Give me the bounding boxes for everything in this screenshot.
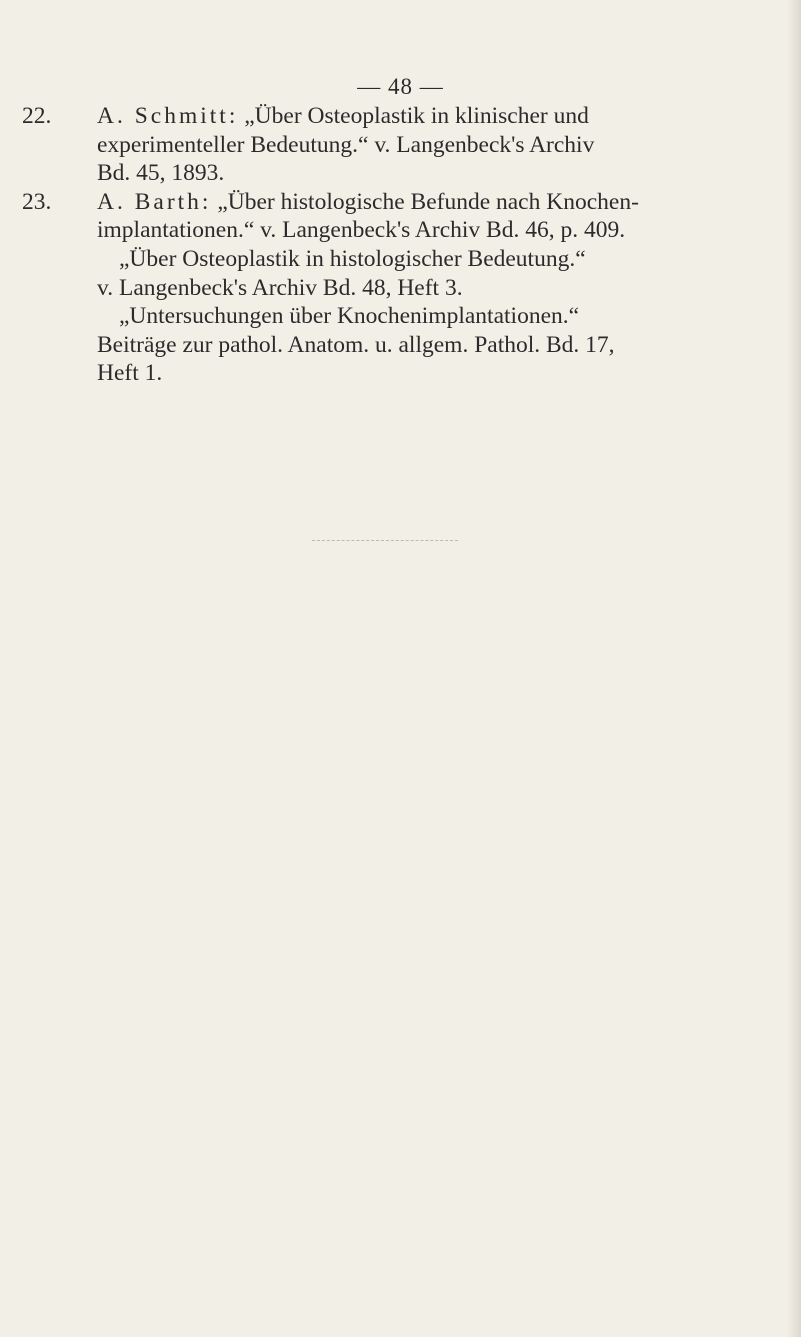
reference-line: [97, 102, 782, 131]
reference-line: v. Langenbeck's Archiv Bd. 48, Heft 3.: [97, 274, 463, 301]
reference-line: implantationen.“ v. Langenbeck's Archiv Bd. 46, p. 409.: [97, 217, 626, 244]
reference-author: A. Schmitt:: [97, 103, 239, 129]
reference-number: 22.: [22, 103, 52, 129]
reference-entry-22: [22, 102, 782, 188]
reference-text: „Über histologische Befunde nach Knochen-: [211, 188, 639, 215]
reference-number: 23.: [22, 188, 52, 215]
reference-list: [22, 102, 782, 388]
page-number: — 48 —: [357, 74, 444, 99]
reference-line: [97, 188, 782, 217]
reference-line: „Über Osteoplastik in histologischer Bedeutung.“: [119, 245, 586, 272]
reference-line: „Untersuchungen über Knochenimplantationen.“: [119, 303, 580, 330]
reference-entry-23: [22, 188, 782, 388]
faint-rule: [312, 540, 458, 541]
reference-text: „Über Osteoplastik in klinischer und: [238, 103, 589, 129]
page-edge-shadow: [787, 0, 801, 1337]
reference-line: Heft 1.: [97, 360, 163, 387]
reference-author: A. Barth:: [97, 188, 212, 215]
reference-line: Bd. 45, 1893.: [97, 160, 225, 187]
reference-line: experimenteller Bedeutung.“ v. Langenbeck's Archiv: [97, 131, 595, 158]
reference-line: Beiträge zur pathol. Anatom. u. allgem. Pathol. Bd. 17,: [97, 331, 615, 358]
